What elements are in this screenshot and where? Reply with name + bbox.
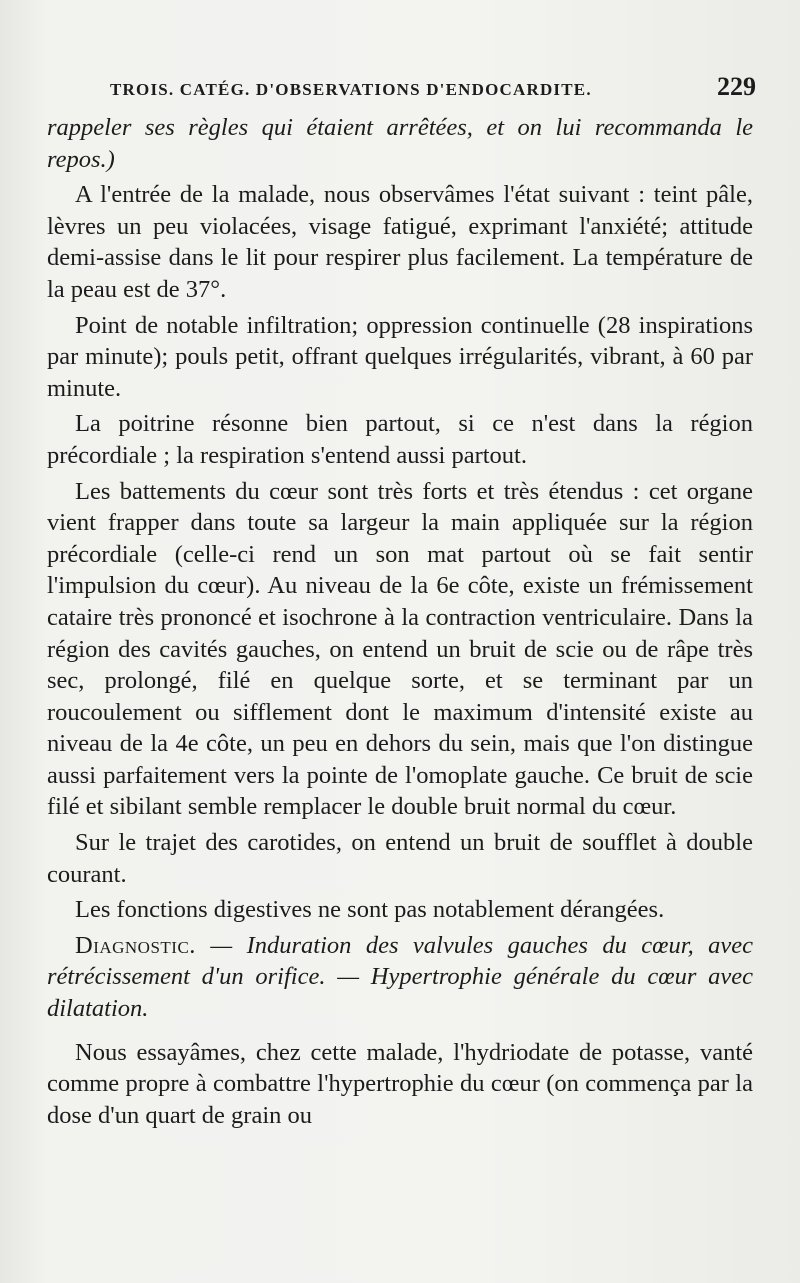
paragraph-treatment: Nous essayâmes, chez cette malade, l'hydriodate de potasse, vanté comme propre à combattre l'hypertrophie du cœur (on commença par la dose d'un quart de grain ou — [47, 1038, 753, 1129]
paragraph-carotids: Sur le trajet des carotides, on entend un bruit de soufflet à double courant. — [47, 829, 753, 888]
page-body — [47, 112, 753, 1135]
page-header — [110, 72, 756, 102]
page-number: 229 — [717, 72, 756, 101]
paragraph-heartbeats: Les battements du cœur sont très forts et très étendus : cet organe vient frapper dans toute sa largeur la main appliquée sur la région précordiale (celle-ci rend un son mat partout où se fait sentir l'impulsion du cœur). Au niveau de la 6e côte, existe un frémissement cataire très prononcé et isochrone à la contraction ventriculaire. Dans la région des cavités gauches, on entend un bruit de scie ou de râpe très sec, prolongé, filé en quelque sorte, et se terminant par un roucoulement ou sifflement dont le maximum d'intensité existe au niveau de la 4e côte, un peu en dehors du sein, mais que l'on distingue aussi parfaitement vers la pointe de l'omoplate gauche. Ce bruit de scie filé et sibilant semble remplacer le double bruit normal du cœur. — [47, 477, 753, 821]
spacer — [47, 1029, 753, 1037]
paragraph-continuation: rappeler ses règles qui étaient arrêtées, et on lui recommanda le repos.) — [47, 114, 753, 173]
paragraph-infiltration: Point de notable infiltration; oppression continuelle (28 inspirations par minute); pouls petit, offrant quelques irrégularités, vibrant, à 60 par minute. — [47, 311, 753, 402]
paragraph-diagnosis — [47, 930, 753, 1025]
running-head: TROIS. CATÉG. D'OBSERVATIONS D'ENDOCARDITE. — [110, 80, 592, 99]
diagnosis-text: — Induration des valvules gauches du cœur, avec rétrécissement d'un orifice. — Hypertrophie générale du cœur avec dilatation. — [47, 931, 753, 1023]
diagnosis-label: Diagnostic. — [75, 931, 196, 959]
paragraph-digestion: Les fonctions digestives ne sont pas notablement dérangées. — [75, 896, 665, 924]
paragraph-entry-state: A l'entrée de la malade, nous observâmes l'état suivant : teint pâle, lèvres un peu violacées, visage fatigué, exprimant l'anxiété; attitude demi-assise dans le lit pour respirer plus facilement. La température de la peau est de 37°. — [47, 181, 753, 303]
paragraph-chest-resonance: La poitrine résonne bien partout, si ce n'est dans la région précordiale ; la respiration s'entend aussi partout. — [47, 410, 753, 469]
